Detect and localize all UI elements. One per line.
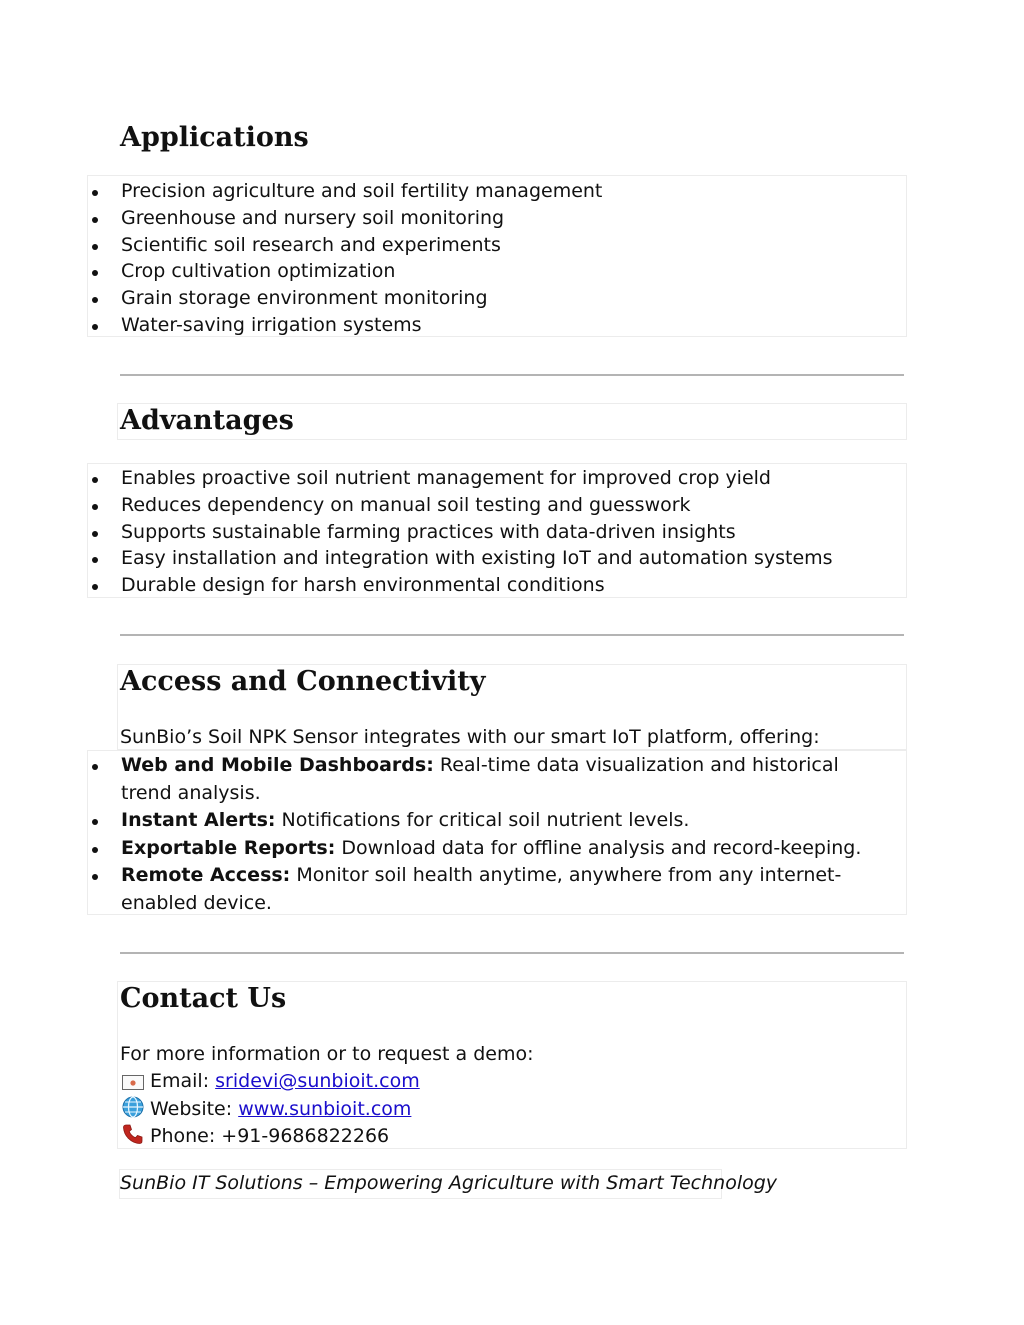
access-list [89,752,869,917]
section-divider [120,374,904,376]
list-item [89,752,869,807]
list-item: Supports sustainable farming practices with data-driven insights [89,519,833,546]
list-item [89,862,869,917]
list-item [89,807,869,835]
list-item: Crop cultivation optimization [89,258,602,285]
advantages-list [89,465,833,599]
item-text: Notifications for critical soil nutrient levels. [275,809,690,831]
contact-phone-line [122,1123,389,1153]
contact-email-line [122,1068,420,1098]
item-label: Instant Alerts: [121,809,276,831]
item-text: Real-time data visualization and historical trend analysis. [121,754,839,804]
item-label: Web and Mobile Dashboards: [121,754,434,776]
email-label: Email: [150,1070,216,1092]
list-item: Reduces dependency on manual soil testing and guesswork [89,492,833,519]
access-list-box [87,750,907,915]
envelope-icon [122,1071,144,1098]
section-divider [120,952,904,954]
phone-icon [122,1123,144,1153]
website-label: Website: [150,1098,239,1120]
item-label: Remote Access: [121,864,291,886]
list-item: Precision agriculture and soil fertility management [89,178,602,205]
phone-text: Phone: +91-9686822266 [150,1125,390,1147]
item-text: Download data for offline analysis and record-keeping. [335,836,862,859]
applications-heading: Applications [120,122,309,153]
list-item: Grain storage environment monitoring [89,285,602,312]
applications-list-box [87,175,907,337]
list-item: Enables proactive soil nutrient management for improved crop yield [89,465,833,492]
contact-website-line [122,1096,411,1126]
advantages-list-box [87,463,907,598]
access-heading: Access and Connectivity [120,666,486,697]
section-divider [120,634,904,636]
contact-intro: For more information or to request a demo: [120,1043,534,1065]
access-intro: SunBio’s Soil NPK Sensor integrates with our smart IoT platform, offering: [120,726,820,748]
list-item: Durable design for harsh environmental conditions [89,572,833,599]
item-text: Monitor soil health anytime, anywhere from any internet-enabled device. [121,864,842,914]
contact-heading: Contact Us [120,983,287,1014]
item-label: Exportable Reports: [121,836,336,859]
globe-icon [122,1096,144,1126]
list-item [89,835,869,863]
advantages-heading: Advantages [120,405,294,436]
email-link[interactable]: sridevi@sunbioit.com [215,1070,420,1092]
list-item: Water-saving irrigation systems [89,312,602,339]
list-item: Easy installation and integration with existing IoT and automation systems [89,545,833,572]
tagline: SunBio IT Solutions – Empowering Agriculture with Smart Technology [120,1172,778,1194]
list-item: Scientific soil research and experiments [89,232,602,259]
applications-list [89,178,602,339]
website-link[interactable]: www.sunbioit.com [238,1098,412,1120]
list-item: Greenhouse and nursery soil monitoring [89,205,602,232]
